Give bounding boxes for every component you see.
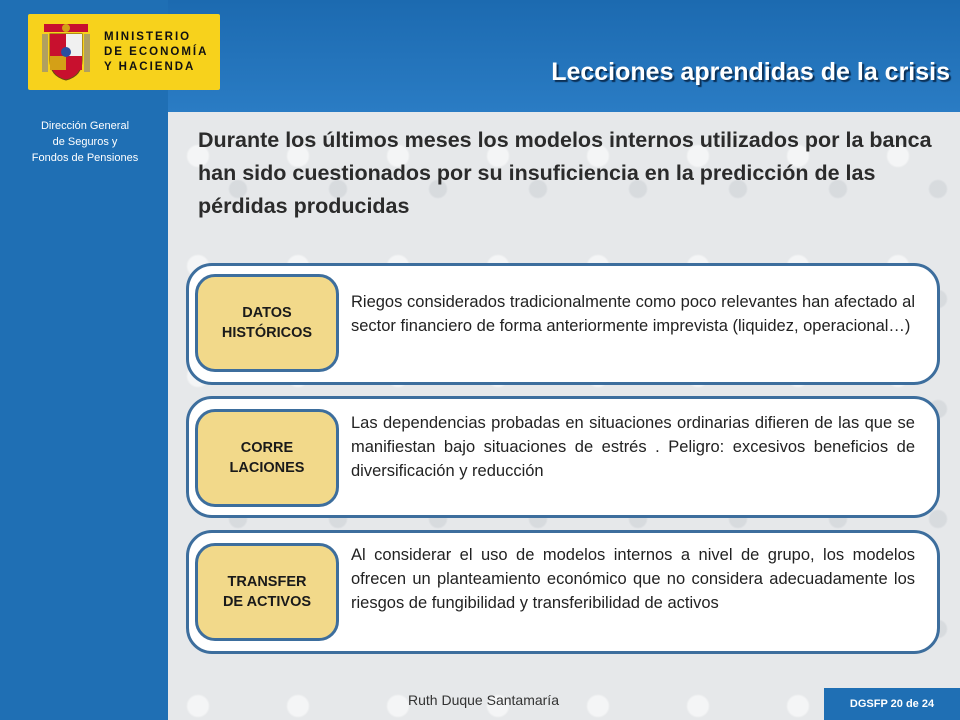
lesson-row — [186, 396, 940, 518]
badge-line: DE ACTIVOS — [222, 594, 312, 610]
logo-line: MINISTERIO — [104, 31, 192, 43]
slide-title: Lecciones aprendidas de la crisis — [551, 58, 950, 86]
lesson-text: Al considerar el uso de modelos internos a nivel de grupo, los modelos ofrecen un planteamiento económico que no considera adecuadamente los riesgos de fungibilidad y transferibilidad de activos — [351, 546, 915, 612]
lesson-badge — [195, 274, 339, 372]
lesson-badge — [195, 409, 339, 507]
badge-line: DATOS — [242, 305, 292, 321]
lesson-text: Las dependencias probadas en situaciones ordinarias difieren de las que se manifiestan bajo situaciones de estrés . Peligro: excesivos beneficios de diversificación y reducción — [351, 414, 915, 480]
badge-line: TRANSFER — [227, 574, 307, 590]
department-name — [10, 118, 160, 166]
lesson-row — [186, 530, 940, 654]
sidebar — [0, 0, 168, 720]
intro-text: Durante los últimos meses los modelos internos utilizados por la banca han sido cuestionados por su insuficiencia en la predicción de las pérdidas producidas — [198, 128, 932, 218]
dept-line: Dirección General — [40, 120, 130, 132]
badge-line: HISTÓRICOS — [221, 325, 313, 341]
logo-text — [104, 30, 216, 75]
lesson-row — [186, 263, 940, 385]
dept-line: Fondos de Pensiones — [31, 152, 139, 164]
lesson-text: Riegos considerados tradicionalmente como poco relevantes han afectado al sector financiero de forma anteriormente imprevista (liquidez, operacional…) — [351, 293, 915, 335]
author-name: Ruth Duque Santamaría — [408, 692, 559, 708]
header-band — [168, 0, 960, 112]
ministry-logo — [28, 14, 220, 90]
badge-line: LACIONES — [229, 460, 305, 476]
dept-line: de Seguros y — [52, 136, 118, 148]
logo-line: DE ECONOMÍA — [104, 46, 209, 58]
badge-line: CORRE — [240, 440, 294, 456]
logo-line: Y HACIENDA — [104, 61, 196, 73]
page-number: DGSFP 20 de 24 — [824, 688, 960, 720]
lesson-badge — [195, 543, 339, 641]
coat-of-arms-icon — [40, 22, 92, 82]
